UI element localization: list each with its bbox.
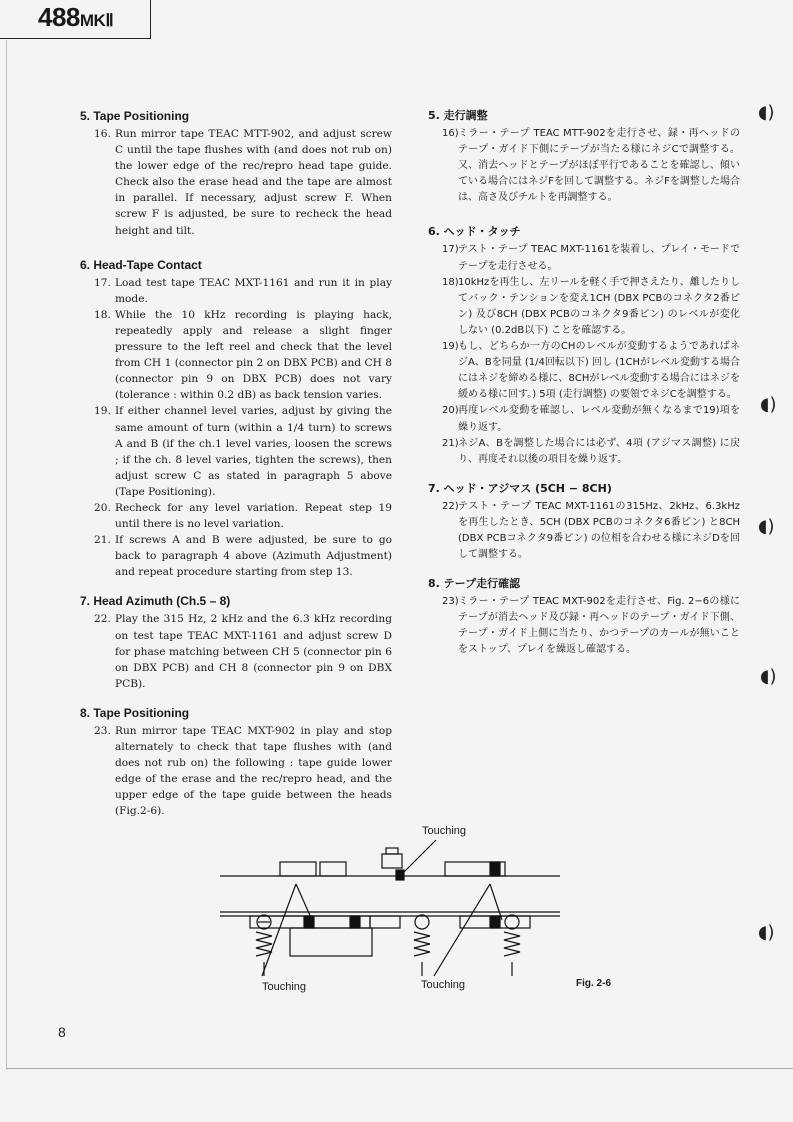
section-head-azimuth-jp xyxy=(428,481,740,563)
screw-head xyxy=(505,915,519,929)
speaker-icon: ◖) xyxy=(758,516,775,537)
figure-caption: Fig. 2-6 xyxy=(576,978,612,989)
header-box xyxy=(0,0,151,39)
spring xyxy=(256,932,272,956)
head-body xyxy=(290,928,372,956)
section-title: 6. Head-Tape Contact xyxy=(80,257,202,272)
step-23: 23. Run mirror tape TEAC MXT-902 in play and stop alternately to check that tape flushes with (and does not rub on) the following : tape guide lower edge of the erase and the rec/repro head, and the upper edge of the tape guide between the heads (Fig.2-6). xyxy=(94,724,392,818)
step-18: 18. While the 10 kHz recording is playing hack, repeatedly apply and release a slight finger pressure to the left reel and check that the level from CH 1 (connector pin 2 on DBX PCB) and CH 8 (connector pin 9 on DBX PCB) does not vary (tolerance : within 0.2 dB) as back tension varies. xyxy=(94,308,392,402)
step-21-jp: 21) ネジA、Bを調整した場合には必ず、4項 (アジマス調整) に戻り、再度それ以後の項目を繰り返す。 xyxy=(442,437,740,465)
section-head-tape-contact-en xyxy=(80,257,392,581)
step-21: 21. If screws A and B were adjusted, be sure to go back to paragraph 4 above (Azimuth Adjustment) and repeat procedure starting from step 13. xyxy=(94,534,392,579)
label-touching-top: Touching xyxy=(422,825,467,837)
label-touching-right: Touching xyxy=(421,979,466,991)
section-title: 5. Tape Positioning xyxy=(80,109,190,123)
step-23-jp: 23) ミラー・テープ TEAC MXT-902を走行させ、Fig. 2−6の様にテープが消去ヘッド及び録・再ヘッドのテープ・ガイド下側、テープ・ガイド上側に当たり、かつテープのカールが無いことをストップ、プレイを繰返し確認する。 xyxy=(442,596,740,656)
pointer-touching-left xyxy=(262,884,296,976)
step-16: 16. Run mirror tape TEAC MTT-902, and adjust screw C until the tape flushes with (and does not rub on) the lower edge of the rec/repro head tape guide. Check also the erase head and the tape are almost in parallel. If necessary, adjust screw F. When screw F is adjusted, be sure to recheck the head height and tilt. xyxy=(94,128,392,237)
step-20-jp: 20) 再度レベル変動を確認し、レベル変動が無くなるまで19)項を繰り返す。 xyxy=(442,405,740,433)
step-16-jp: 16) ミラー・テープ TEAC MTT-902を走行させ、録・再ヘッドのテープ・ガイド下側にテープが当たる様にネジCで調整する。又、消去ヘッドとテープがほぼ平行であることを確認し、傾いている場合にはネジFを回して調整する。ネジFを調整した場合は、高さ及びチルトを再調整する。 xyxy=(442,128,740,204)
pointer-touching-right xyxy=(434,884,490,976)
bottom-rule xyxy=(6,1068,793,1069)
english-column xyxy=(80,108,392,819)
section-title: 8. テープ走行確認 xyxy=(428,577,521,591)
step-22: 22. Play the 315 Hz, 2 kHz and the 6.3 kHz recording on test tape TEAC MXT-1161 and adjust screw D for phase matching between CH 5 (connector pin 6 on DBX PCB) and CH 8 (connector pin 9 on DBX PCB). xyxy=(94,613,392,690)
step-17-jp: 17) テスト・テープ TEAC MXT-1161を装着し、プレイ・モードでテープを走行させる。 xyxy=(442,244,740,272)
speaker-icon: ◖) xyxy=(760,666,777,687)
step-19-jp: 19) もし、どちらか一方のCHのレベルが変動するようであればネジA、Bを同量 (1/4回転以下) 回し (1CHがレベル変動する場合にはネジを締める様に、8CHがレベル変動する場合にはネジを緩める様に回す。) 5項 (走行調整) の要領でネジCを調整する。 xyxy=(442,341,740,401)
model-suffix: MKⅡ xyxy=(79,11,114,30)
speaker-icon: ◖) xyxy=(760,394,777,415)
section-tape-positioning-en xyxy=(80,108,392,239)
spring xyxy=(504,932,520,956)
guide-block xyxy=(280,862,316,876)
speaker-icon: ◖) xyxy=(758,922,775,943)
figure-2-6-diagram xyxy=(220,840,560,980)
step-19: 19. If either channel level varies, adjust by giving the same amount of turn (within a 1/4 turn) to screws A and B (if the ch.1 level varies, loosen the screws ; if the ch. 8 level varies, tighten the screws), then adjust screw C as stated in paragraph 5 above (Tape Positioning). xyxy=(94,405,392,498)
section-title: 7. ヘッド・アジマス (5CH − 8CH) xyxy=(428,481,612,495)
section-tape-positioning-jp xyxy=(428,108,740,206)
step-17: 17. Load test tape TEAC MXT-1161 and run it in play mode. xyxy=(94,276,392,305)
screw-head xyxy=(382,854,402,868)
speaker-icon: ◖) xyxy=(758,102,775,123)
step-22-jp: 22) テスト・テープ TEAC MXT-1161の315Hz、2kHz、6.3kHzを再生したとき、5CH (DBX PCBのコネクタ6番ピン) と8CH (DBX PCBコネクタ9番ピン) の位相を合わせる様にネジDを回して調整する。 xyxy=(442,500,740,561)
section-title: 6. ヘッド・タッチ xyxy=(428,225,521,239)
section-title: 7. Head Azimuth (Ch.5 – 8) xyxy=(80,594,231,609)
section-tape-positioning-2-en xyxy=(80,705,392,820)
section-tape-check-jp xyxy=(428,576,740,658)
section-title: 5. 走行調整 xyxy=(428,109,488,122)
japanese-column xyxy=(428,108,740,659)
step-18-jp: 18) 10kHzを再生し、左リールを軽く手で押さえたり、離したりしてバック・テンションを変え1CH (DBX PCBのコネクタ2番ピン) 及び8CH (DBX PCBのコネクタ9番ピン) のレベルが変化しない (0.2dB以下) ことを確認する。 xyxy=(442,276,740,336)
guide-block xyxy=(320,862,346,876)
section-title: 8. Tape Positioning xyxy=(80,705,190,720)
screw-head xyxy=(415,915,429,929)
section-head-azimuth-en xyxy=(80,593,392,691)
model-number: 488 xyxy=(38,2,80,32)
left-margin-rule xyxy=(6,40,7,1070)
model-title xyxy=(38,2,113,33)
spring xyxy=(414,932,430,956)
step-20: 20. Recheck for any level variation. Repeat step 19 until there is no level variation. xyxy=(94,501,392,531)
page-number: 8 xyxy=(58,1024,66,1040)
label-touching-left: Touching xyxy=(262,981,307,993)
section-head-touch-jp xyxy=(428,224,740,467)
